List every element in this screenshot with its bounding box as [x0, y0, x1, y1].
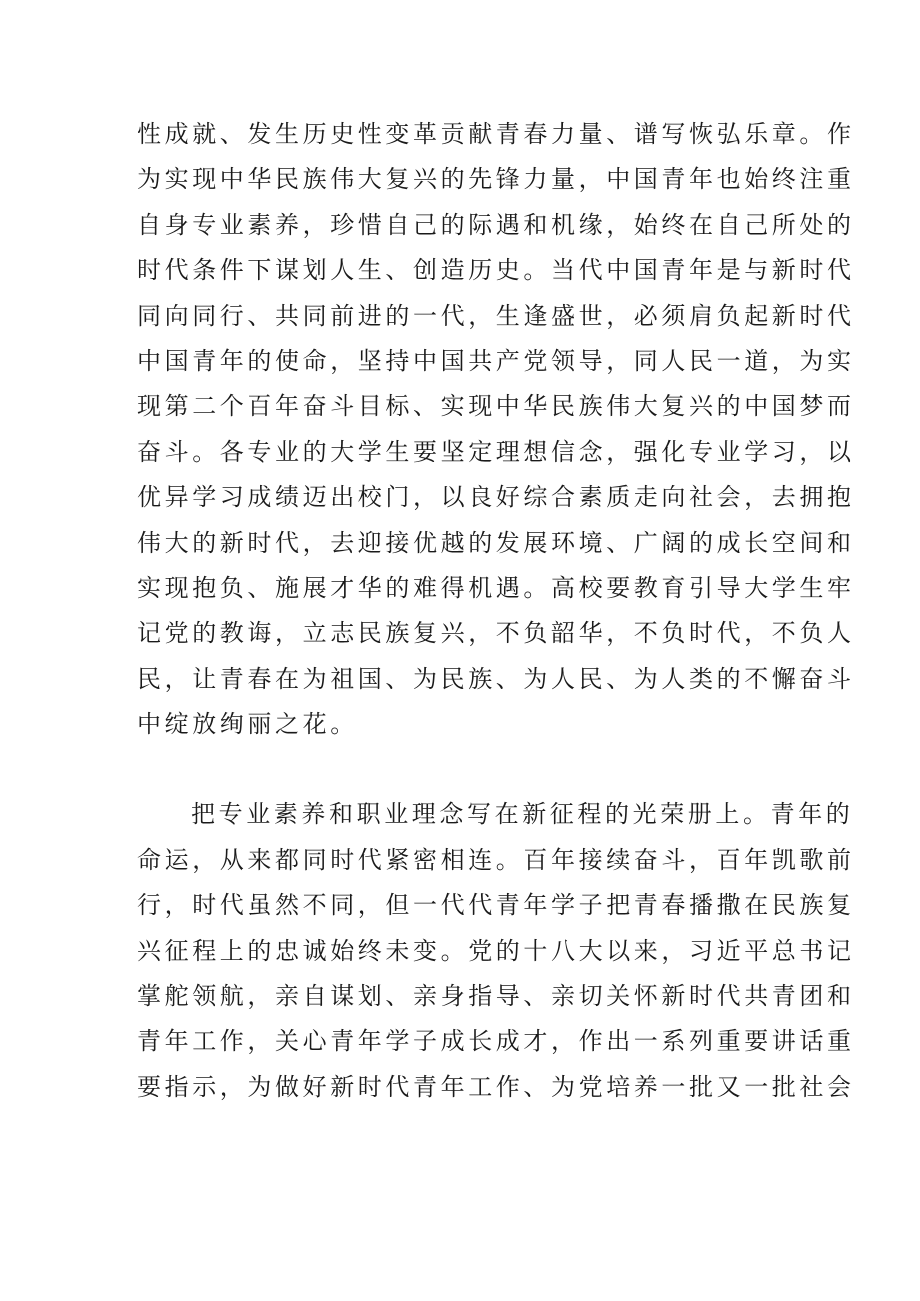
text-line: 兴征程上的忠诚始终未变。党的十八大以来，习近平总书记: [137, 936, 855, 965]
text-line: 性成就、发生历史性变革贡献青春力量、谱写恢弘乐章。作: [137, 120, 855, 148]
document-page: [137, 112, 855, 1110]
text-line: 优异学习成绩迈出校门，以良好综合素质走向社会，去拥抱: [137, 483, 855, 512]
paragraph-1: [137, 112, 855, 747]
paragraph-gap: [137, 747, 787, 792]
paragraph-2: [137, 792, 855, 1110]
text-line: 奋斗。各专业的大学生要坚定理想信念，强化专业学习，以: [137, 437, 855, 466]
text-line: 把专业素养和职业理念写在新征程的光荣册上。青年的: [191, 800, 854, 829]
text-line: 青年工作，关心青年学子成长成才，作出一系列重要讲话重: [137, 1027, 855, 1056]
text-line: 中绽放绚丽之花。: [137, 710, 358, 739]
text-line: 命运，从来都同时代紧密相连。百年接续奋斗，百年凯歌前: [137, 845, 855, 874]
text-line: 实现抱负、施展才华的难得机遇。高校要教育引导大学生牢: [137, 573, 855, 602]
text-line: 时代条件下谋划人生、创造历史。当代中国青年是与新时代: [137, 256, 855, 285]
text-line: 现第二个百年奋斗目标、实现中华民族伟大复兴的中国梦而: [137, 392, 855, 421]
text-line: 要指示，为做好新时代青年工作、为党培养一批又一批社会: [137, 1072, 855, 1101]
text-line: 掌舵领航，亲自谋划、亲身指导、亲切关怀新时代共青团和: [137, 982, 855, 1011]
text-line: 自身专业素养，珍惜自己的际遇和机缘，始终在自己所处的: [137, 210, 855, 239]
text-line: 同向同行、共同前进的一代，生逢盛世，必须肩负起新时代: [137, 301, 855, 330]
text-line: 为实现中华民族伟大复兴的先锋力量，中国青年也始终注重: [137, 165, 855, 194]
text-line: 行，时代虽然不同，但一代代青年学子把青春播撒在民族复: [137, 891, 855, 920]
text-line: 民，让青春在为祖国、为民族、为人民、为人类的不懈奋斗: [137, 664, 855, 693]
text-line: 记党的教诲，立志民族复兴，不负韶华，不负时代，不负人: [137, 619, 855, 648]
text-line: 伟大的新时代，去迎接优越的发展环境、广阔的成长空间和: [137, 528, 855, 557]
text-line: 中国青年的使命，坚持中国共产党领导，同人民一道，为实: [137, 346, 855, 375]
